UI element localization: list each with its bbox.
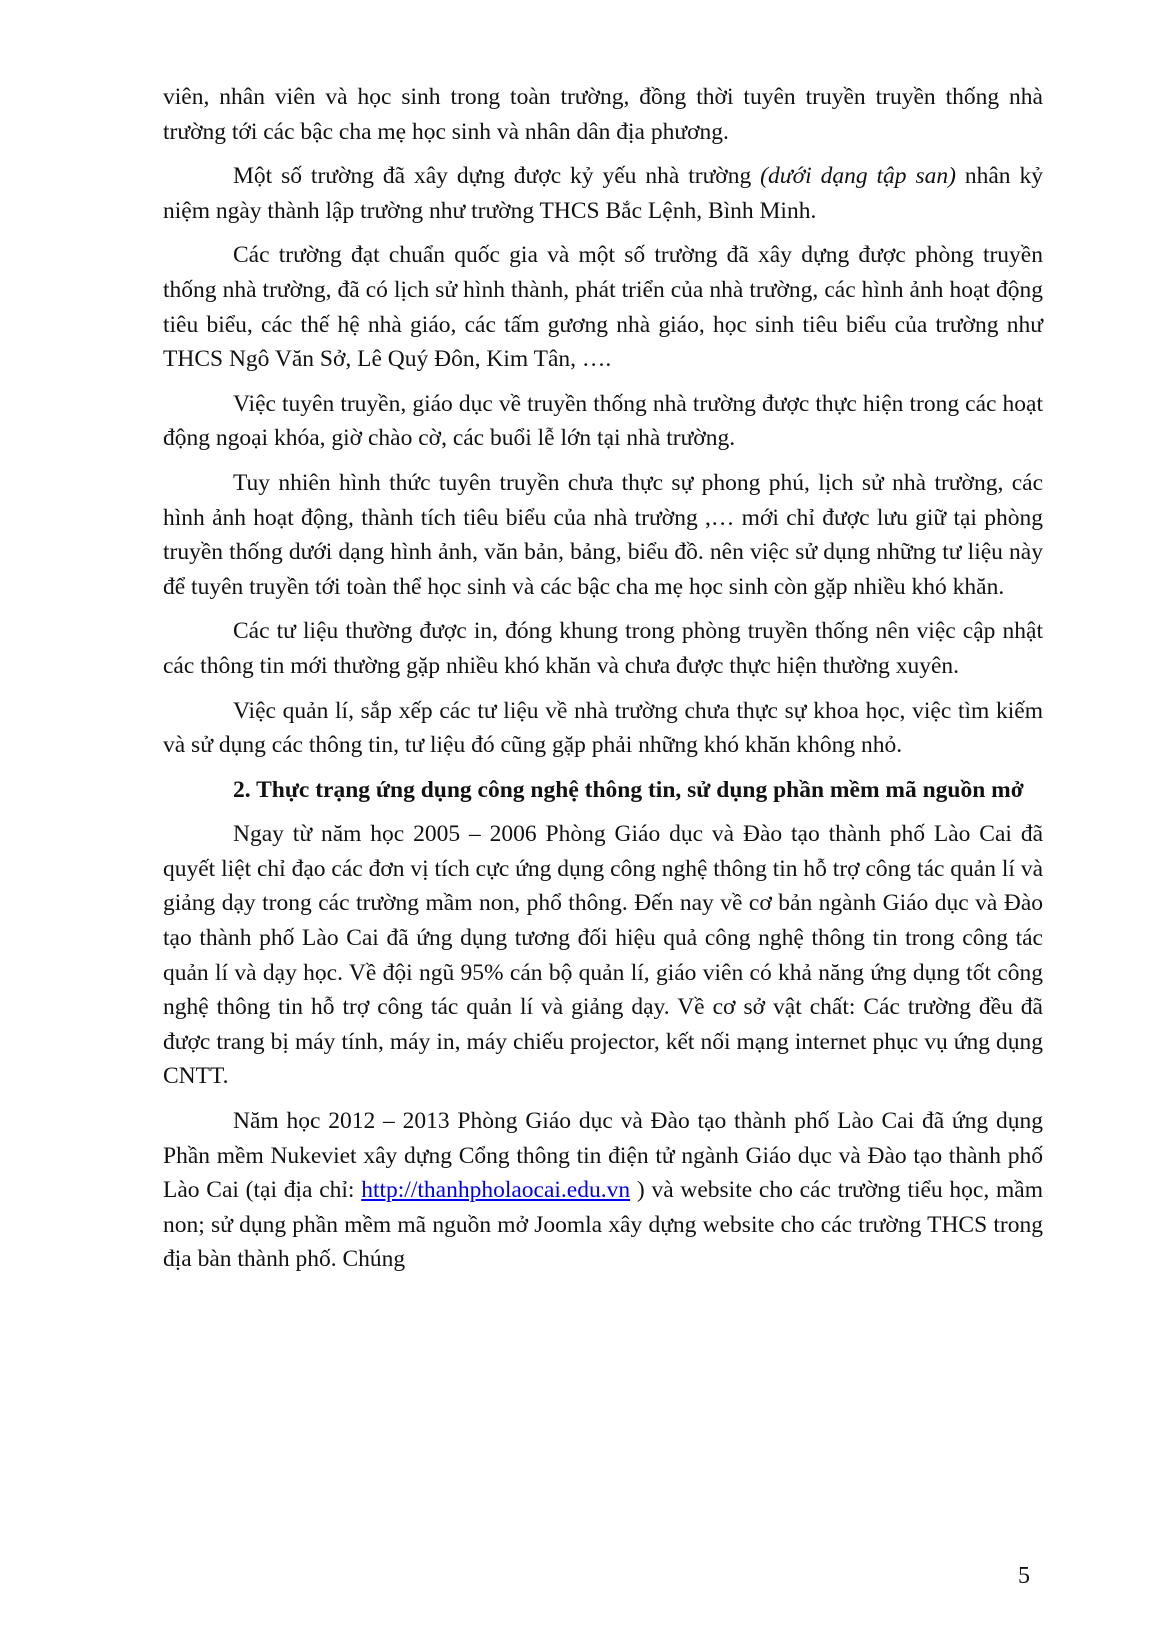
paragraph-9 <box>163 1104 1043 1277</box>
paragraph-2 <box>163 159 1043 228</box>
website-link[interactable]: http://thanhpholaocai.edu.vn <box>361 1177 631 1204</box>
paragraph-2-italic: (dưới dạng tập san) <box>760 163 956 190</box>
section-heading: 2. Thực trạng ứng dụng công nghệ thông tin, sử dụng phần mềm mã nguồn mở <box>233 776 1024 803</box>
paragraph-3: Các trường đạt chuẩn quốc gia và một số trường đã xây dựng được phòng truyền thống nhà trường, đã có lịch sử hình thành, phát triển của nhà trường, các hình ảnh hoạt động tiêu biểu, các thế hệ nhà giáo, các tấm gương nhà giáo, học sinh tiêu biểu của trường như THCS Ngô Văn Sở, Lê Quý Đôn, Kim Tân, …. <box>163 242 1043 373</box>
paragraph-2-text-b: nhân kỷ niệm ngày thành lập trường như trường THCS Bắc Lệnh, Bình Minh. <box>163 163 1043 224</box>
paragraph-5: Tuy nhiên hình thức tuyên truyền chưa thực sự phong phú, lịch sử nhà trường, các hình ảnh hoạt động, thành tích tiêu biểu của nhà trường ,… mới chỉ được lưu giữ tại phòng truyền thống dưới dạng hình ảnh, văn bản, bảng, biểu đồ. nên việc sử dụng những tư liệu này để tuyên truyền tới toàn thể học sinh và các bậc cha mẹ học sinh còn gặp nhiều khó khăn. <box>163 469 1043 600</box>
paragraph-8: Ngay từ năm học 2005 – 2006 Phòng Giáo dục và Đào tạo thành phố Lào Cai đã quyết liệt chỉ đạo các đơn vị tích cực ứng dụng công nghệ thông tin hỗ trợ công tác quản lí và giảng dạy trong các trường mầm non, phổ thông. Đến nay về cơ bản ngành Giáo dục và Đào tạo thành phố Lào Cai đã ứng dụng tương đối hiệu quả công nghệ thông tin trong công tác quản lí và dạy học. Về đội ngũ 95% cán bộ quản lí, giáo viên có khả năng ứng dụng tốt công nghệ thông tin hỗ trợ công tác quản lí và giảng dạy. Về cơ sở vật chất: Các trường đều đã được trang bị máy tính, máy in, máy chiếu projector, kết nối mạng internet phục vụ ứng dụng CNTT. <box>163 821 1043 1090</box>
paragraph-9-text-b: ) và website cho các trường tiểu học, mầm non; sử dụng phần mềm mã nguồn mở Joomla xây dựng website cho các trường THCS trong địa bàn thành phố. Chúng <box>163 1177 1043 1273</box>
paragraph-4: Việc tuyên truyền, giáo dục về truyền thống nhà trường được thực hiện trong các hoạt động ngoại khóa, giờ chào cờ, các buổi lễ lớn tại nhà trường. <box>163 390 1043 452</box>
paragraph-9-text-a: Năm học 2012 – 2013 Phòng Giáo dục và Đào tạo thành phố Lào Cai đã ứng dụng Phần mềm Nukeviet xây dựng Cổng thông tin điện tử ngành Giáo dục và Đào tạo thành phố Lào Cai (tại địa chỉ: <box>163 1108 1043 1204</box>
page-number: 5 <box>1018 1563 1030 1589</box>
paragraph-6: Các tư liệu thường được in, đóng khung trong phòng truyền thống nên việc cập nhật các thông tin mới thường gặp nhiều khó khăn và chưa được thực hiện thường xuyên. <box>163 618 1043 679</box>
document-page <box>163 80 1043 1287</box>
paragraph-1: viên, nhân viên và học sinh trong toàn trường, đồng thời tuyên truyền truyền thống nhà trường tới các bậc cha mẹ học sinh và nhân dân địa phương. <box>163 84 1043 145</box>
paragraph-2-text-a: Một số trường đã xây dựng được kỷ yếu nhà trường <box>233 163 761 190</box>
paragraph-7: Việc quản lí, sắp xếp các tư liệu về nhà trường chưa thực sự khoa học, việc tìm kiếm và sử dụng các thông tin, tư liệu đó cũng gặp phải những khó khăn không nhỏ. <box>163 697 1043 759</box>
